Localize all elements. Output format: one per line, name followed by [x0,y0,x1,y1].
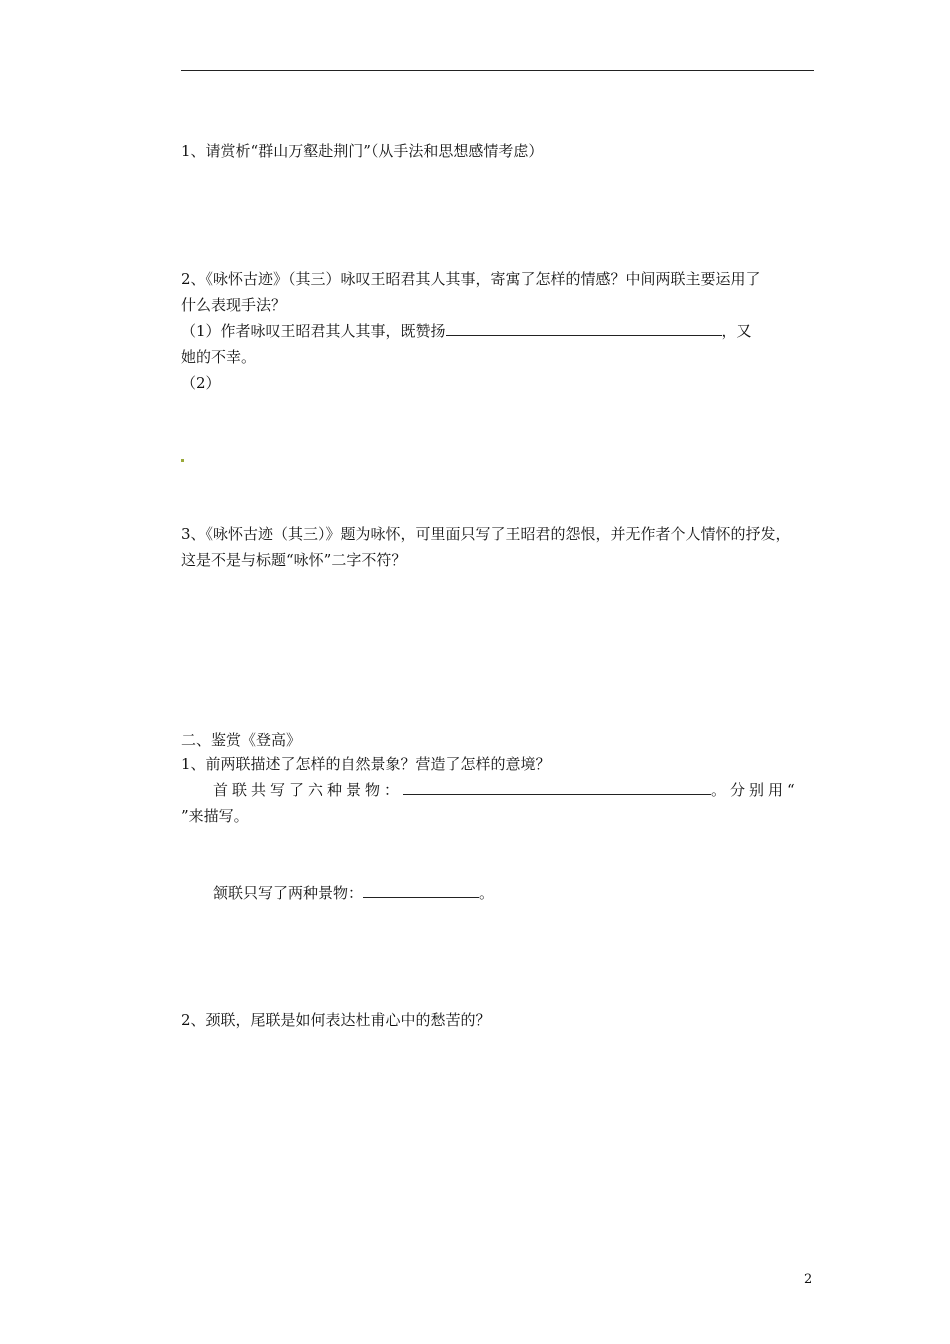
sub-1-text: （1）作者咏叹王昭君其人其事，既赞扬 [181,322,446,340]
first-pair-text: 首联共写了六种景物： [213,781,404,799]
header-rule [181,70,814,71]
answer-blank-six-scenes[interactable] [403,778,711,795]
first-pair-line-2: ”来描写。 [181,807,249,825]
page-number: 2 [804,1272,813,1287]
stray-mark [181,459,184,462]
first-pair-suffix: 。分别用“ [711,781,799,799]
question-2-sub-2: （2） [181,374,221,392]
second-pair-line [213,880,494,906]
section-2-question-1: 1、前两联描述了怎样的自然景象？营造了怎样的意境？ [181,755,551,773]
second-pair-suffix: 。 [479,884,495,902]
question-1: 1、请赏析“群山万壑赴荆门”（从手法和思想感情考虑） [181,142,544,160]
section-2-question-2: 2、颈联，尾联是如何表达杜甫心中的愁苦的？ [181,1011,491,1029]
second-pair-text: 颔联只写了两种景物： [213,884,364,902]
question-2-sub-1 [181,318,752,344]
question-3-line-1: 3、《咏怀古迹（其三）》题为咏怀，可里面只写了王昭君的怨恨，并无作者个人情怀的抒发， [181,525,791,543]
answer-blank-praise[interactable] [446,319,722,336]
question-2-sub-1-line-2: 她的不幸。 [181,348,257,366]
question-3-line-2: 这是不是与标题“咏怀”二字不符？ [181,551,407,569]
answer-blank-two-scenes[interactable] [363,881,479,898]
sub-1-suffix: ，又 [721,322,752,340]
question-2-line-2: 什么表现手法？ [181,296,287,314]
section-2-heading: 二、鉴赏《登高》 [181,731,302,749]
first-pair-line [213,777,799,803]
question-2-line-1: 2、《咏怀古迹》（其三）咏叹王昭君其人其事，寄寓了怎样的情感？中间两联主要运用了 [181,270,761,288]
